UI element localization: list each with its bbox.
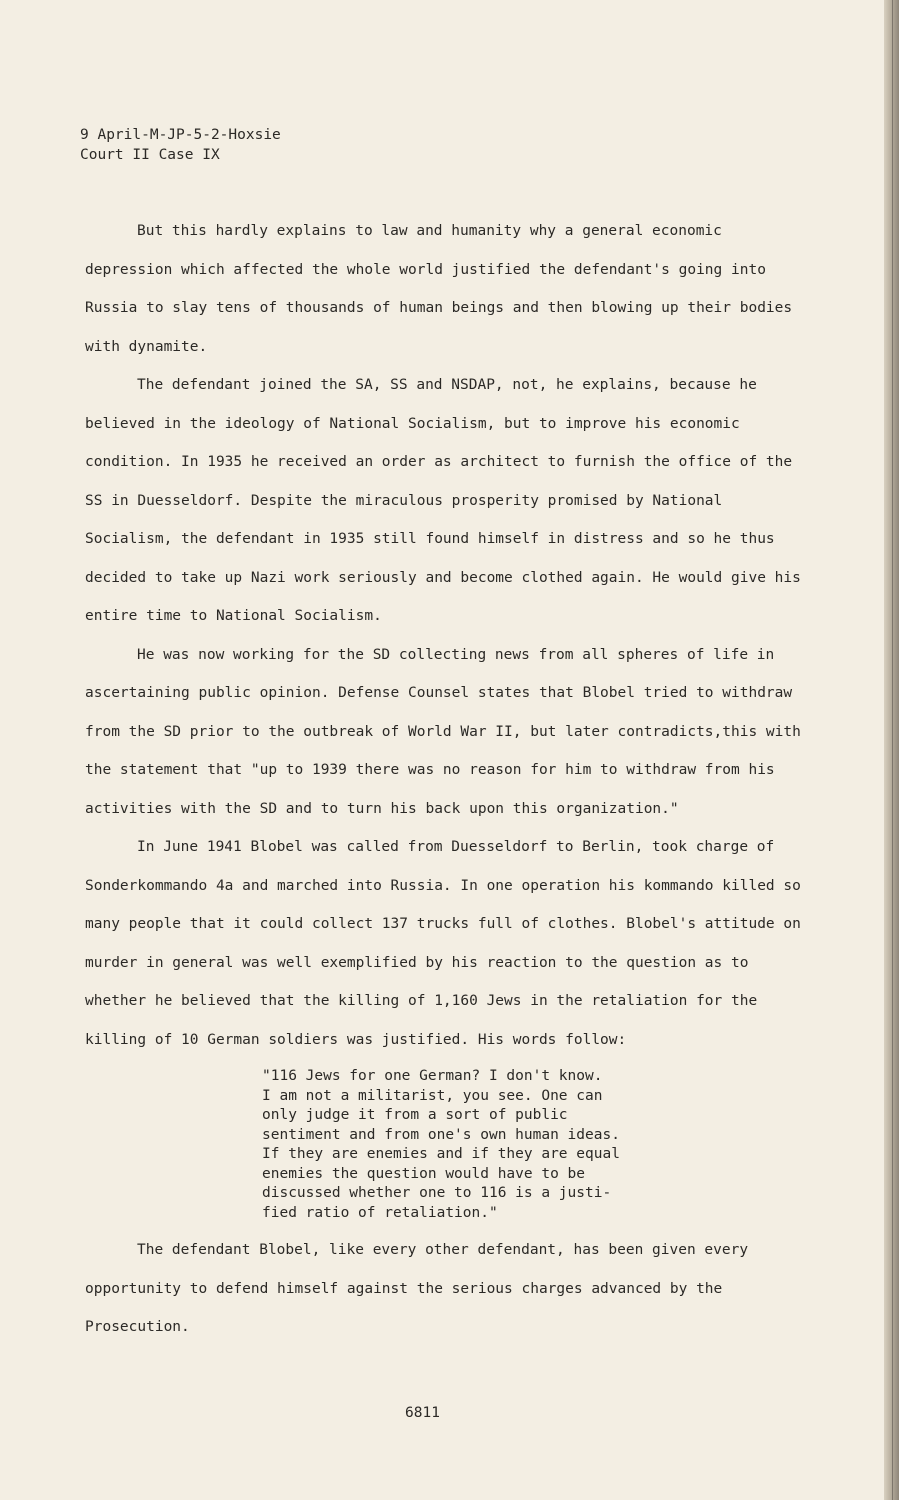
quote-line: "116 Jews for one German? I don't know. bbox=[262, 1068, 603, 1084]
paragraph-joined-nsdap: The defendant joined the SA, SS and NSDAP, not, he explains, because he believed in the ideology of National Socialism, but to improve his economic condition. In 1935 he received an order as architect to furnish the office of the SS in Duesseldorf. Despite the miraculous prosperity promised by National Socialism, the defendant in 1935 still found himself in distress and so he thus decided to take up Nazi work seriously and become clothed again. He would give his entire time to National Socialism. bbox=[85, 377, 801, 624]
block-quote bbox=[262, 1067, 682, 1223]
paragraph-sd-work: He was now working for the SD collecting news from all spheres of life in ascertaining public opinion. Defense Counsel states that Blobel tried to withdraw from the SD prior to the outbreak of World War II, but later contradicts,this with the statement that "up to 1939 there was no reason for him to withdraw from his activities with the SD and to turn his back upon this organization." bbox=[85, 646, 801, 817]
document-header bbox=[80, 125, 281, 165]
page-edge-line bbox=[892, 0, 893, 1500]
document-body bbox=[85, 212, 815, 1347]
quote-line: discussed whether one to 116 is a justi- bbox=[262, 1185, 612, 1201]
paragraph-closing: The defendant Blobel, like every other defendant, has been given every opportunity to defend himself against the serious charges advanced by the Prosecution. bbox=[85, 1242, 749, 1335]
header-reference-line: 9 April-M-JP-5-2-Hoxsie bbox=[80, 127, 281, 143]
quote-line: only judge it from a sort of public bbox=[262, 1107, 568, 1123]
header-court-line: Court II Case IX bbox=[80, 147, 220, 163]
quote-line: enemies the question would have to be bbox=[262, 1165, 586, 1182]
page-number: 6811 bbox=[405, 1405, 440, 1421]
quote-line: If they are enemies and if they are equal bbox=[262, 1146, 620, 1162]
quote-line: I am not a militarist, you see. One can bbox=[262, 1087, 603, 1104]
paragraph-economic-depression: But this hardly explains to law and humanity why a general economic depression which affected the whole world justified the defendant's going into Russia to slay tens of thousands of human beings and then blowing up their bodies with dynamite. bbox=[85, 223, 793, 355]
quote-line: sentiment and from one's own human ideas. bbox=[262, 1126, 620, 1143]
paragraph-sonderkommando: In June 1941 Blobel was called from Duesseldorf to Berlin, took charge of Sonderkommando 4a and marched into Russia. In one operation his kommando killed so many people that it could collect 137 trucks full of clothes. Blobel's attitude on murder in general was well exemplified by his reaction to the question as to whether he believed that the killing of 1,160 Jews in the retaliation for the killing of 10 German soldiers was justified. His words follow: bbox=[85, 839, 801, 1048]
quote-line: fied ratio of retaliation." bbox=[262, 1204, 498, 1221]
